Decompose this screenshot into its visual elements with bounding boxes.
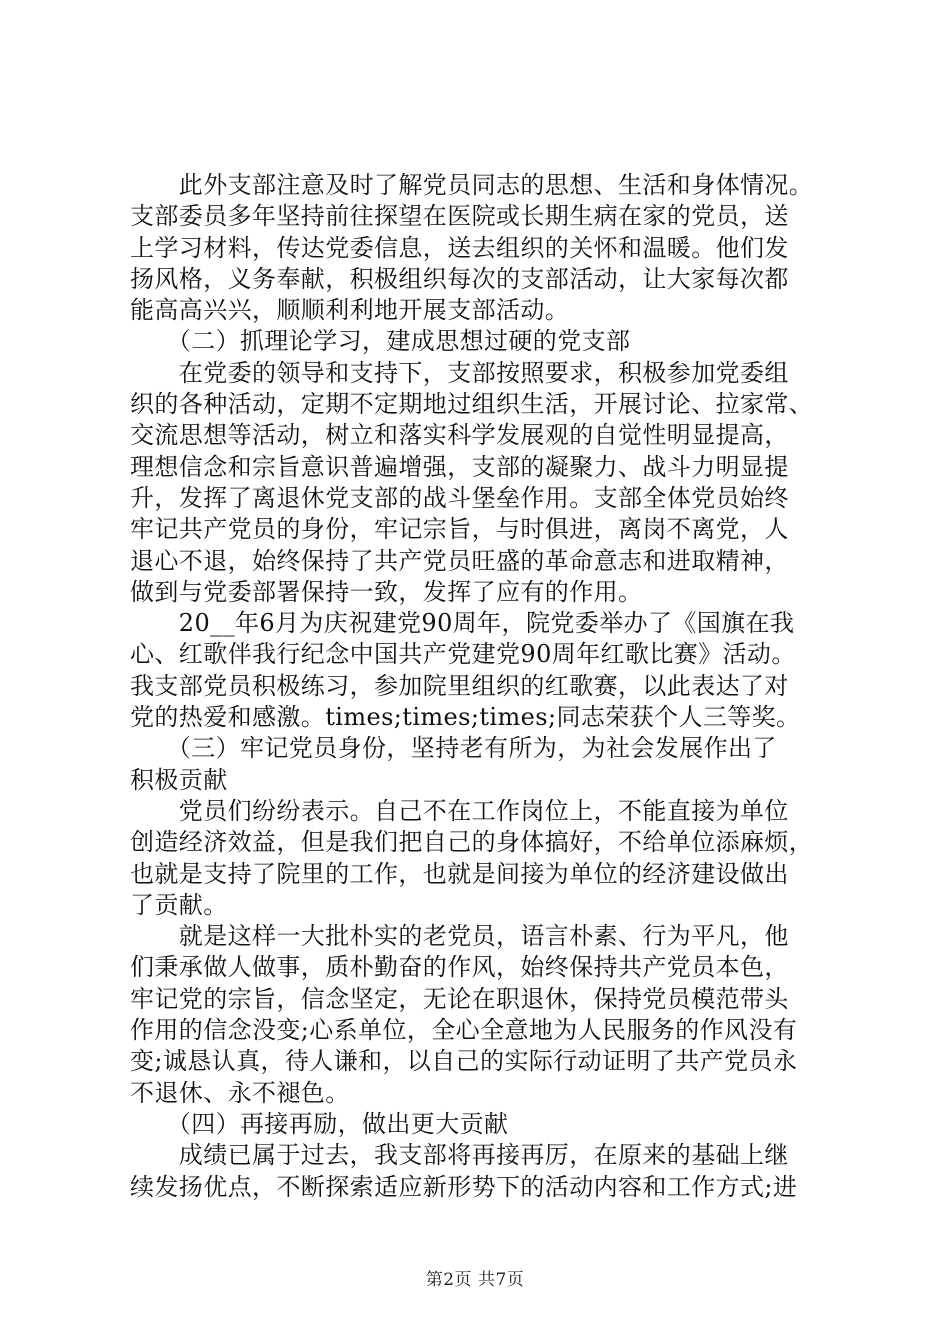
text-line: 作用的信念没变;心系单位，全心全意地为人民服务的作风没有 xyxy=(130,1016,798,1045)
text-line: 党员们纷纷表示。自己不在工作岗位上，不能直接为单位 xyxy=(130,796,789,825)
text-line: 成绩已属于过去，我支部将再接再厉，在原来的基础上继 xyxy=(130,1141,789,1170)
text-line: 牢记共产党员的身份，牢记宗旨，与时俱进，离岗不离党，人 xyxy=(130,515,789,544)
section-heading: （三）牢记党员身份，坚持老有所为，为社会发展作出了 xyxy=(130,734,777,763)
text-line: 此外支部注意及时了解党员同志的思想、生活和身体情况。 xyxy=(130,171,814,199)
text-line: 支部委员多年坚持前往探望在医院或长期生病在家的党员，送 xyxy=(130,202,789,231)
text-line: 交流思想等活动，树立和落实科学发展观的自觉性明显提高， xyxy=(130,421,789,450)
text-line: 20__年6月为庆祝建党90周年，院党委举办了《国旗在我 xyxy=(130,609,795,638)
text-line: 在党委的领导和支持下，支部按照要求，积极参加党委组 xyxy=(130,358,789,387)
text-line: 上学习材料，传达党委信息，送去组织的关怀和温暖。他们发 xyxy=(130,233,789,262)
section-heading: 积极贡献 xyxy=(130,765,228,794)
text-line: 牢记党的宗旨，信念坚定，无论在职退休，保持党员模范带头 xyxy=(130,984,789,1013)
text-line: 能高高兴兴，顺顺利利地开展支部活动。 xyxy=(130,296,570,325)
text-line: 党的热爱和感激。times;times;times;同志荣获个人三等奖。 xyxy=(130,703,801,732)
section-heading: （二）抓理论学习，建成思想过硬的党支部 xyxy=(130,327,631,356)
document-body xyxy=(130,170,830,1203)
text-line: 我支部党员积极练习，参加院里组织的红歌赛，以此表达了对 xyxy=(130,671,789,700)
text-line: 变;诚恳认真，待人谦和，以自己的实际行动证明了共产党员永 xyxy=(130,1047,798,1076)
text-line: 理想信念和宗旨意识普遍增强，支部的凝聚力、战斗力明显提 xyxy=(130,452,789,481)
text-line: 续发扬优点，不断探索适应新形势下的活动内容和工作方式;进 xyxy=(130,1172,798,1201)
text-line: 不退休、永不褪色。 xyxy=(130,1078,350,1107)
text-line: 扬风格，义务奉献，积极组织每次的支部活动，让大家每次都 xyxy=(130,264,789,293)
text-line: 退心不退，始终保持了共产党员旺盛的革命意志和进取精神， xyxy=(130,546,789,575)
text-line: 了贡献。 xyxy=(130,890,228,919)
text-line: 升，发挥了离退休党支部的战斗堡垒作用。支部全体党员始终 xyxy=(130,483,789,512)
text-line: 就是这样一大批朴实的老党员，语言朴素、行为平凡，他 xyxy=(130,922,789,951)
page-number-footer: 第2页 共7页 xyxy=(425,1270,525,1290)
text-line: 织的各种活动，定期不定期地过组织生活，开展讨论、拉家常、 xyxy=(130,390,814,419)
text-line: 做到与党委部署保持一致，发挥了应有的作用。 xyxy=(130,577,643,606)
text-line: 们秉承做人做事，质朴勤奋的作风，始终保持共产党员本色， xyxy=(130,953,789,982)
text-line: 心、红歌伴我行纪念中国共产党建党90周年红歌比赛》活动。 xyxy=(130,640,796,669)
section-heading: （四）再接再励，做出更大贡献 xyxy=(130,1109,509,1138)
text-line: 也就是支持了院里的工作，也就是间接为单位的经济建设做出 xyxy=(130,859,789,888)
text-line: 创造经济效益，但是我们把自己的身体搞好，不给单位添麻烦， xyxy=(130,828,814,857)
